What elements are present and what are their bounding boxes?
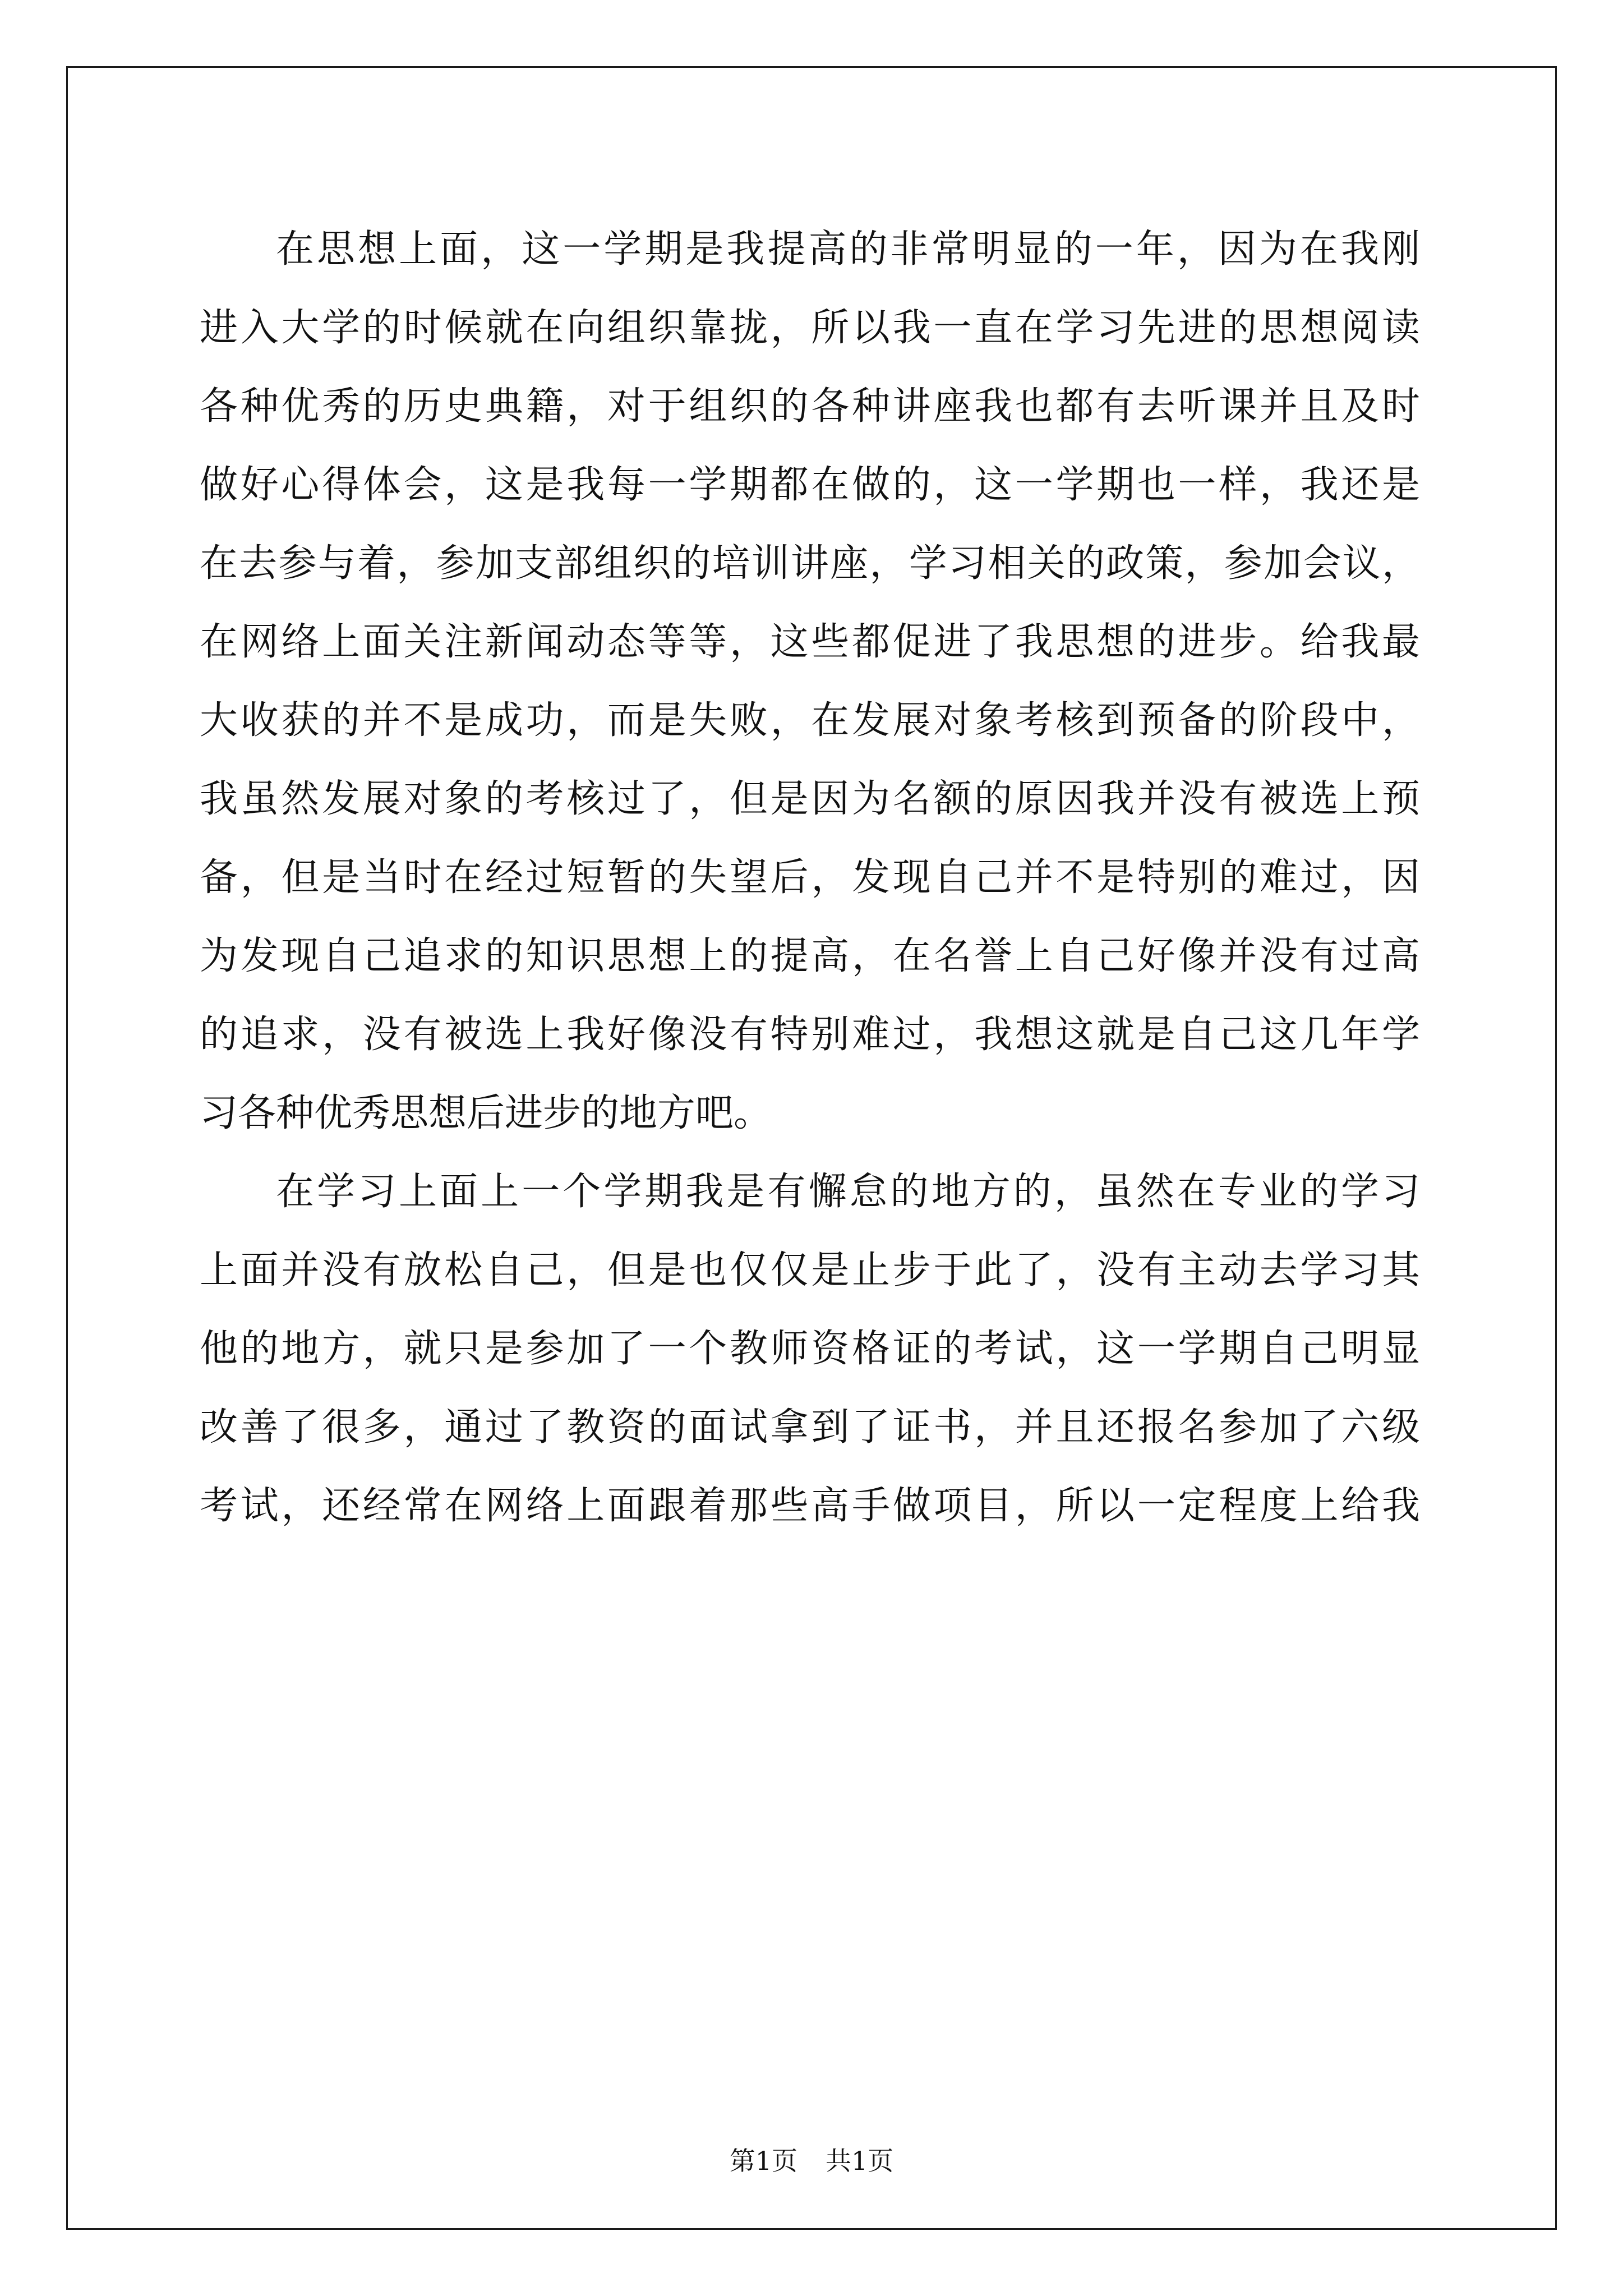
paragraph-2-line-1: 在学习上面上一个学期我是有懈怠的地方的，虽然在专业的学习 (276, 1170, 1420, 1214)
paragraph-2-line-4: 改善了很多，通过了教资的面试拿到了证书，并且还报名参加了六级 (200, 1405, 1420, 1450)
document-body (200, 210, 1420, 1545)
paragraph-1-line-5: 在去参与着，参加支部组织的培训讲座，学习相关的政策，参加会议， (200, 541, 1420, 586)
page-footer (0, 2144, 1623, 2178)
paragraph-1-line-11: 的追求，没有被选上我好像没有特别难过，我想这就是自己这几年学 (200, 1013, 1420, 1057)
paragraph-1-line-12: 习各种优秀思想后进步的地方吧。 (200, 1091, 772, 1135)
page-number-total: 共1页 (826, 2146, 894, 2176)
paragraph-1-line-1: 在思想上面，这一学期是我提高的非常明显的一年，因为在我刚 (276, 227, 1420, 272)
paragraph-2-line-3: 他的地方，就只是参加了一个教师资格证的考试，这一学期自己明显 (200, 1327, 1420, 1371)
paragraph-1-line-2: 进入大学的时候就在向组织靠拢，所以我一直在学习先进的思想阅读 (200, 306, 1420, 350)
paragraph-1-line-6: 在网络上面关注新闻动态等等，这些都促进了我思想的进步。给我最 (200, 620, 1420, 664)
paragraph-1-line-8: 我虽然发展对象的考核过了，但是因为名额的原因我并没有被选上预 (200, 777, 1420, 821)
paragraph-1-line-9: 备，但是当时在经过短暂的失望后，发现自己并不是特别的难过，因 (200, 855, 1420, 900)
paragraph-1-line-7: 大收获的并不是成功，而是失败，在发展对象考核到预备的阶段中， (200, 698, 1420, 743)
paragraph-1-line-4: 做好心得体会，这是我每一学期都在做的，这一学期也一样，我还是 (200, 463, 1420, 507)
paragraph-1-line-3: 各种优秀的历史典籍，对于组织的各种讲座我也都有去听课并且及时 (200, 384, 1420, 429)
paragraph-2-line-5: 考试，还经常在网络上面跟着那些高手做项目，所以一定程度上给我 (200, 1484, 1420, 1528)
paragraph-1-line-10: 为发现自己追求的知识思想上的提高，在名誉上自己好像并没有过高 (200, 934, 1420, 978)
page-number-current: 第1页 (729, 2146, 797, 2176)
paragraph-2-line-2: 上面并没有放松自己，但是也仅仅是止步于此了，没有主动去学习其 (200, 1248, 1420, 1292)
